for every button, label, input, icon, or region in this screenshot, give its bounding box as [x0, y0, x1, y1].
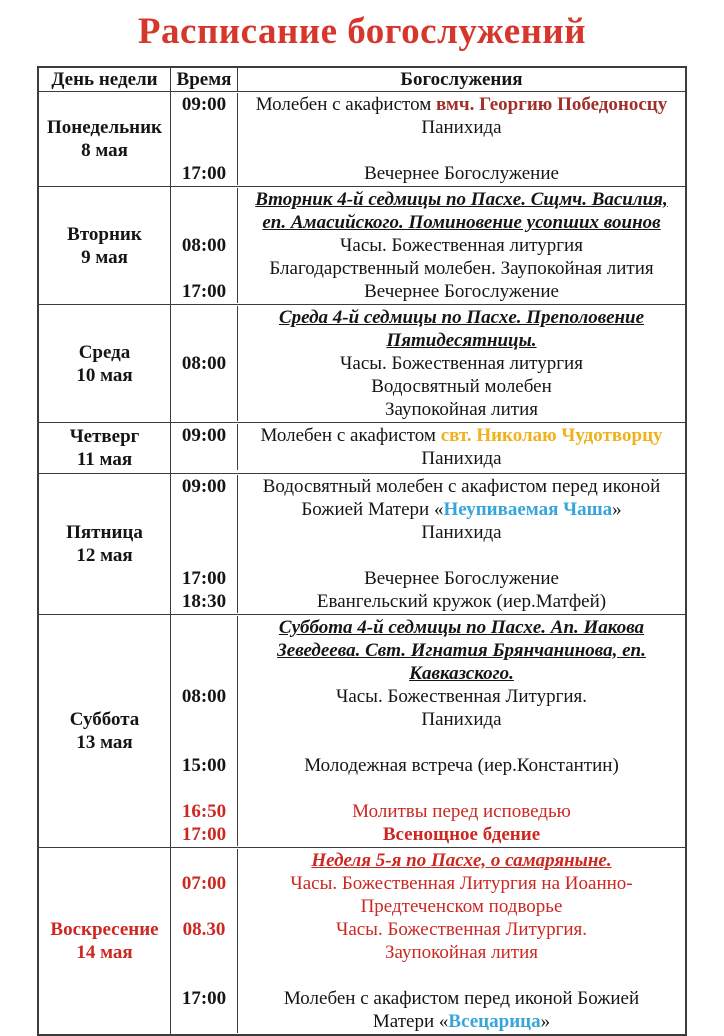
text-segment: Заупокойная лития: [384, 399, 539, 420]
service-text: [238, 280, 685, 303]
service-text: [238, 987, 685, 1033]
service-text: [238, 918, 685, 941]
header-services: Богослужения: [400, 69, 523, 90]
service-time: 09:00: [171, 424, 238, 447]
service-text: [238, 306, 685, 352]
service-line: [171, 590, 685, 613]
service-text: [238, 823, 685, 846]
text-segment: Благодарственный молебен. Заупокойная лития: [269, 258, 654, 279]
service-time: [171, 731, 238, 754]
service-line: [171, 800, 685, 823]
day-date: 9 мая: [81, 246, 128, 268]
schedule-table: [37, 66, 687, 1036]
service-time: [171, 964, 238, 987]
page-title: Расписание богослужений: [137, 11, 587, 52]
services-lines: [171, 615, 685, 847]
text-segment: Часы. Божественная Литургия.: [335, 919, 588, 940]
day-name: Суббота: [69, 709, 140, 730]
services-lines: [171, 423, 685, 473]
day-cell: [39, 615, 171, 847]
day-cell: [39, 305, 171, 422]
service-text: [238, 352, 685, 375]
service-time: 17:00: [171, 280, 238, 303]
day-cell: [39, 848, 171, 1034]
service-text: [238, 424, 685, 447]
service-line: [171, 987, 685, 1033]
service-text: [238, 567, 685, 590]
schedule-row: [39, 474, 685, 615]
schedule-row: [39, 615, 685, 848]
day-cell: [39, 474, 171, 614]
service-line: [171, 918, 685, 941]
service-text: [238, 116, 685, 139]
service-line: [171, 162, 685, 185]
day-date: 13 мая: [76, 732, 133, 753]
service-text: [238, 257, 685, 280]
service-text: [238, 93, 685, 116]
text-segment: Вечернее Богослужение: [364, 163, 559, 184]
table-header-row: [39, 68, 685, 92]
day-date: 14 мая: [76, 942, 133, 963]
service-text: [238, 872, 685, 918]
services-lines: [171, 474, 685, 614]
service-time: 17:00: [171, 987, 238, 1033]
service-line: [171, 941, 685, 964]
service-line: [171, 872, 685, 918]
text-segment: Панихида: [421, 522, 502, 543]
schedule-rows: [39, 92, 685, 1034]
service-text: [238, 521, 685, 544]
service-time: [171, 139, 238, 162]
service-line: [171, 375, 685, 398]
service-text: [238, 234, 685, 257]
blank-line: [171, 139, 685, 162]
text-segment: вмч. Георгию Победоносцу: [436, 94, 668, 115]
text-segment: Среда 4-й седмицы по Пасхе. Преполовение Пятидесятницы.: [278, 307, 645, 351]
service-line: [171, 280, 685, 303]
text-segment: Божией Матери «: [301, 499, 444, 520]
day-name: Пятница: [66, 522, 143, 543]
text-segment: Всецарица: [448, 1011, 541, 1032]
text-segment: Предтеченском подворье: [360, 896, 563, 917]
header-time: Время: [171, 68, 238, 91]
day-name: Среда: [78, 341, 131, 363]
service-line: [171, 708, 685, 731]
service-line: [171, 616, 685, 685]
text-segment: Молитвы перед исповедью: [352, 801, 571, 822]
service-text: [238, 731, 685, 754]
header-day: День недели: [39, 68, 171, 91]
services-lines: [171, 187, 685, 304]
service-text: [238, 544, 685, 567]
service-time: 18:30: [171, 590, 238, 613]
day-name: Вторник: [67, 223, 142, 245]
service-text: [238, 777, 685, 800]
service-time: 15:00: [171, 754, 238, 777]
day-cell: [39, 423, 171, 473]
services-lines: [171, 305, 685, 422]
text-segment: Неупиваемая Чаша: [443, 499, 613, 520]
text-segment: Часы. Божественная Литургия на Иоанно-: [290, 873, 633, 894]
text-segment: Вторник 4-й седмицы по Пасхе. Сщмч. Василия, еп. Амасийского. Поминовение усопших воинов: [255, 189, 668, 233]
service-text: [238, 590, 685, 613]
schedule-row: [39, 423, 685, 474]
text-segment: Водосвятный молебен: [371, 376, 552, 397]
blank-line: [171, 964, 685, 987]
service-time: 17:00: [171, 162, 238, 185]
service-time: [171, 257, 238, 280]
service-time: 07:00: [171, 872, 238, 918]
service-time: [171, 375, 238, 398]
service-line: [171, 567, 685, 590]
schedule-row: [39, 848, 685, 1034]
service-line: [171, 93, 685, 116]
service-time: 08:00: [171, 685, 238, 708]
service-time: [171, 188, 238, 234]
day-date: 8 мая: [81, 140, 128, 161]
day-name: Воскресение: [50, 919, 159, 940]
service-text: [238, 708, 685, 731]
schedule-row: [39, 92, 685, 187]
text-segment: »: [540, 1011, 551, 1032]
service-text: [238, 964, 685, 987]
service-time: [171, 941, 238, 964]
service-text: [238, 162, 685, 185]
service-time: [171, 616, 238, 685]
service-text: [238, 941, 685, 964]
service-line: [171, 521, 685, 544]
service-time: 09:00: [171, 93, 238, 116]
text-segment: Евангельский кружок (иер.Матфей): [316, 591, 607, 612]
schedule-row: [39, 305, 685, 423]
text-segment: Часы. Божественная литургия: [340, 235, 583, 256]
service-time: 17:00: [171, 823, 238, 846]
day-date: 10 мая: [76, 364, 133, 386]
day-name: Понедельник: [46, 117, 162, 138]
text-segment: Вечернее Богослужение: [364, 281, 559, 302]
text-segment: Панихида: [421, 448, 502, 469]
service-time: 17:00: [171, 567, 238, 590]
service-time: [171, 306, 238, 352]
service-line: [171, 849, 685, 872]
blank-line: [171, 544, 685, 567]
schedule-row: [39, 187, 685, 305]
service-time: [171, 777, 238, 800]
service-line: [171, 234, 685, 257]
service-time: [171, 521, 238, 544]
service-line: [171, 352, 685, 375]
day-cell: [39, 92, 171, 186]
services-lines: [171, 92, 685, 186]
service-time: 08.30: [171, 918, 238, 941]
service-text: [238, 685, 685, 708]
service-text: [238, 754, 685, 777]
text-segment: Молебен с акафистом: [255, 94, 436, 115]
text-segment: Молебен с акафистом перед иконой Божией: [283, 988, 640, 1009]
text-segment: Панихида: [421, 117, 502, 138]
text-segment: Вечернее Богослужение: [364, 568, 559, 589]
service-text: [238, 475, 685, 521]
day-date: 12 мая: [76, 545, 133, 566]
service-time: 08:00: [171, 234, 238, 257]
service-text: [238, 398, 685, 421]
service-text: [238, 800, 685, 823]
text-segment: Молодежная встреча (иер.Константин): [304, 755, 619, 776]
day-name: Четверг: [69, 426, 140, 447]
day-date: 11 мая: [76, 449, 133, 470]
blank-line: [171, 731, 685, 754]
service-text: [238, 849, 685, 872]
service-line: [171, 754, 685, 777]
service-line: [171, 306, 685, 352]
service-line: [171, 447, 685, 470]
text-segment: Часы. Божественная Литургия.: [335, 686, 588, 707]
service-line: [171, 823, 685, 846]
service-time: [171, 447, 238, 470]
service-time: 09:00: [171, 475, 238, 521]
service-text: [238, 447, 685, 470]
text-segment: Молебен с акафистом: [260, 425, 441, 446]
text-segment: Неделя 5-я по Пасхе, о самаряныне.: [311, 850, 612, 871]
service-text: [238, 139, 685, 162]
blank-line: [171, 777, 685, 800]
text-segment: Всенощное бдение: [382, 824, 541, 845]
service-time: [171, 708, 238, 731]
text-segment: свт. Николаю Чудотворцу: [440, 425, 663, 446]
service-line: [171, 475, 685, 521]
service-time: [171, 849, 238, 872]
service-time: [171, 544, 238, 567]
service-line: [171, 398, 685, 421]
text-segment: »: [612, 499, 622, 520]
text-segment: Матери «: [372, 1011, 449, 1032]
service-line: [171, 257, 685, 280]
services-lines: [171, 848, 685, 1034]
service-line: [171, 685, 685, 708]
service-line: [171, 424, 685, 447]
service-time: 08:00: [171, 352, 238, 375]
service-time: 16:50: [171, 800, 238, 823]
service-text: [238, 375, 685, 398]
text-segment: Часы. Божественная литургия: [340, 353, 583, 374]
text-segment: Панихида: [421, 709, 502, 730]
service-text: [238, 188, 685, 234]
service-time: [171, 398, 238, 421]
text-segment: Водосвятный молебен с акафистом перед иконой: [262, 476, 661, 497]
service-time: [171, 116, 238, 139]
service-line: [171, 116, 685, 139]
day-cell: [39, 187, 171, 304]
text-segment: Суббота 4-й седмицы по Пасхе. Ап. Иакова Зеведеева. Свт. Игнатия Брянчанинова, еп. Кавказского.: [277, 617, 646, 684]
service-line: [171, 188, 685, 234]
text-segment: Заупокойная лития: [384, 942, 539, 963]
service-text: [238, 616, 685, 685]
